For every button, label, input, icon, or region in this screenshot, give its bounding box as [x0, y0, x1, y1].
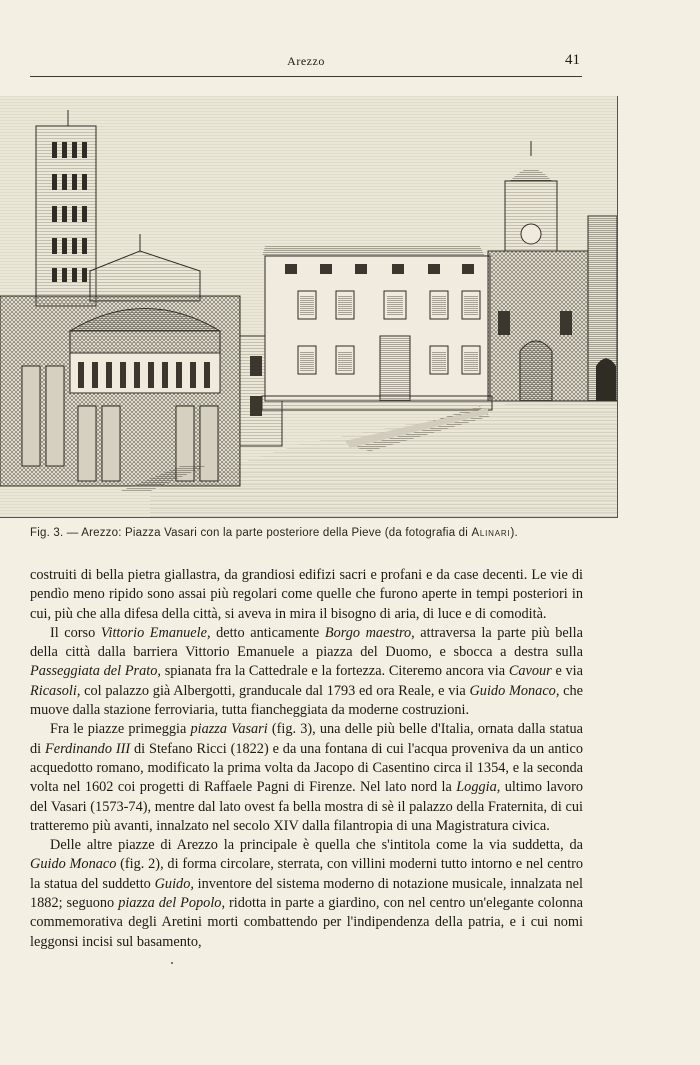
printing-speck — [171, 962, 173, 964]
paragraph — [30, 624, 583, 720]
caption-text: Fig. 3. — Arezzo: Piazza Vasari con la parte posteriore della Pieve (da fotografia di — [30, 527, 472, 539]
caption-end: ). — [510, 527, 518, 539]
pieve-apse — [0, 296, 240, 486]
text-run: Delle altre piazze di Arezzo la principale è quella che s'intitola come la via suddetta, da — [50, 837, 583, 854]
page-number: 41 — [565, 52, 580, 68]
text-run: ultimo lavoro del Vasari (1573-74), mentre dal lato ovest fa bella mostra di sè il palazzo della Fraternita, di cui tratteremo più avanti, innalzato nel secolo XIV dalla filantropia di una Magistratura civica. — [30, 779, 583, 834]
italic-run: Ferdinando III — [45, 740, 131, 757]
text-run: detto anticamente — [210, 624, 325, 641]
italic-run: piazza del Popolo, — [118, 895, 226, 912]
text-run: attraversa la parte più bella della città dalla barriera Vittorio Emanuele a piazza del Duomo, e sbocca a destra sulla — [30, 624, 583, 661]
italic-run: piazza Vasari — [190, 721, 268, 738]
text-run: Il corso — [50, 624, 101, 641]
italic-run: Guido Monaco — [30, 856, 117, 873]
engraving-illustration — [0, 96, 617, 517]
text-run: costruiti di bella pietra giallastra, da grandiosi edifizi sacri e profani e da case decenti. Le vie di pendìo meno ripido sono assai più regolari come quelle che furono aperte in tempi posteriori in cui, più che alla difesa della città, si aveva in mira il bisogno di aria, di luce e di comodità. — [30, 567, 583, 622]
italic-run: Borgo maestro, — [324, 624, 415, 641]
body-text — [30, 566, 583, 952]
paragraph — [30, 836, 583, 952]
text-run: ridotta in parte a giardino, con nel centro un'elegante colonna commemorativa degli Aretini morti combattendo per l'indipendenza della patria, e i cui nomi leggonsi incisi sul basamento, — [30, 895, 583, 950]
running-head-title: Arezzo — [287, 54, 325, 68]
figure-caption — [30, 527, 590, 539]
text-run: col palazzo già Albergotti, granducale dal 1793 ed ora Reale, e via — [80, 682, 470, 699]
engraving-piazza-vasari — [0, 96, 618, 518]
text-run: spianata fra la Cattedrale e la fortezza. Citeremo ancora via — [160, 663, 509, 680]
italic-run: Passeggiata del Prato, — [30, 663, 161, 680]
text-run: che muove dalla stazione ferroviaria, tutta fiancheggiata da moderne costruzioni. — [30, 682, 583, 719]
paragraph — [30, 720, 583, 836]
italic-run: Guido, — [154, 875, 194, 892]
text-run: Fra le piazze primeggia — [50, 721, 191, 738]
text-run: (fig. 3), una delle più belle d'Italia, ornata dalla statua di — [30, 721, 583, 757]
italic-run: Vittorio Emanuele, — [100, 624, 211, 641]
text-run: e via — [551, 663, 583, 680]
italic-run: Ricasoli, — [30, 682, 81, 699]
italic-run: Guido Monaco, — [469, 682, 560, 699]
text-run: (fig. 2), di forma circolare, sterrata, con villini moderni tutto intorno e nel centro la statua del suddetto — [30, 856, 583, 892]
italic-run: Cavour — [508, 663, 552, 680]
paragraph — [30, 566, 583, 624]
caption-credit: Alinari — [471, 527, 511, 539]
running-head — [30, 52, 582, 77]
bell-tower — [36, 110, 96, 306]
text-run: di Stefano Ricci (1822) e da una fontana di cui l'acqua proveniva da un antico acquedotto romano, modificato la prima volta da Jacopo di Casentino circa il 1354, e la seconda volta nel 1602 coi progetti di Raffaele Pagni di Firenze. Nel lato nord la — [30, 740, 583, 796]
text-run: inventore del sistema moderno di notazione musicale, innalzata nel 1882; seguono — [30, 875, 583, 912]
palazzo — [262, 246, 492, 410]
italic-run: Loggia, — [456, 779, 501, 796]
